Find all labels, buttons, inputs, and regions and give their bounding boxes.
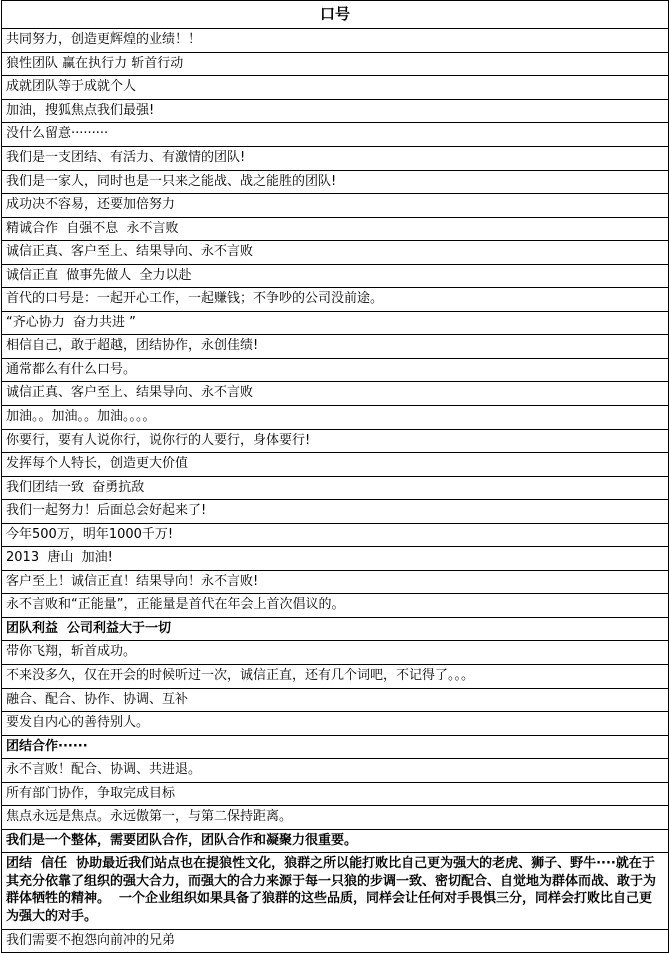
table-row bbox=[2, 29, 669, 53]
slogan-cell: 相信自己，敢于超越，团结协作，永创佳绩! bbox=[2, 335, 669, 359]
slogan-cell: 我们一起努力！后面总会好起来了! bbox=[2, 500, 669, 524]
slogan-cell: 加油，搜狐焦点我们最强! bbox=[2, 99, 669, 123]
table-row bbox=[2, 52, 669, 76]
table-row bbox=[2, 241, 669, 265]
table-row bbox=[2, 641, 669, 665]
slogan-cell: 共同努力，创造更辉煌的业绩！！ bbox=[2, 29, 669, 53]
table-row bbox=[2, 759, 669, 783]
table-head bbox=[2, 1, 669, 29]
table-row bbox=[2, 194, 669, 218]
table-row bbox=[2, 358, 669, 382]
slogan-cell: 团队利益 公司利益大于一切 bbox=[2, 617, 669, 641]
table-row bbox=[2, 570, 669, 594]
slogan-cell: 今年500万，明年1000千万! bbox=[2, 523, 669, 547]
slogan-cell: 所有部门协作，争取完成目标 bbox=[2, 782, 669, 806]
table-row bbox=[2, 712, 669, 736]
slogan-cell: 发挥每个人特长，创造更大价值 bbox=[2, 453, 669, 477]
slogan-cell: 我们需要不抱怨向前冲的兄弟 bbox=[2, 929, 669, 953]
table-row bbox=[2, 311, 669, 335]
slogan-cell: 没什么留意········· bbox=[2, 123, 669, 147]
slogan-cell: 诚信正真、客户至上、结果导向、永不言败 bbox=[2, 382, 669, 406]
table-row bbox=[2, 665, 669, 689]
table-row bbox=[2, 335, 669, 359]
slogan-cell: 首代的口号是：一起开心工作，一起赚钱；不争吵的公司没前途。 bbox=[2, 288, 669, 312]
table-row bbox=[2, 829, 669, 853]
table-row bbox=[2, 594, 669, 618]
slogan-cell: 团结 信任 协助最近我们站点也在提狼性文化，狼群之所以能打败比自己更为强大的老虎、狮子、野牛····就在于其充分依靠了组织的强大合力，而强大的合力来源于每一只狼的步调一致、密切配合、自觉地为群体而战、敢于为群体牺牲的精神。 一个企业组织如果具备了狼群的这些品质，同样会让任何对手畏惧三分，同样会打败比自己更为强大的对手。 bbox=[2, 853, 669, 929]
slogan-cell: 我们是一支团结、有活力、有激情的团队! bbox=[2, 146, 669, 170]
slogan-cell: 通常都么有什么口号。 bbox=[2, 358, 669, 382]
table-row bbox=[2, 735, 669, 759]
table-row bbox=[2, 406, 669, 430]
slogan-cell: 加油。。加油。。加油。。。。 bbox=[2, 406, 669, 430]
table-row bbox=[2, 547, 669, 571]
table-row bbox=[2, 146, 669, 170]
slogan-cell: 融合、配合、协作、协调、互补 bbox=[2, 688, 669, 712]
table-row bbox=[2, 99, 669, 123]
table-row bbox=[2, 617, 669, 641]
slogan-cell: 狼性团队 赢在执行力 斩首行动 bbox=[2, 52, 669, 76]
slogan-cell: 我们团结一致 奋勇抗敌 bbox=[2, 476, 669, 500]
table-row bbox=[2, 288, 669, 312]
slogan-cell: 客户至上！诚信正直！结果导向！永不言败! bbox=[2, 570, 669, 594]
slogan-cell: 带你飞翔，斩首成功。 bbox=[2, 641, 669, 665]
table-row bbox=[2, 453, 669, 477]
slogan-cell: 成就团队等于成就个人 bbox=[2, 76, 669, 100]
slogan-cell: 不来没多久，仅在开会的时候听过一次，诚信正直，还有几个词吧，不记得了。。。 bbox=[2, 665, 669, 689]
slogan-cell: 要发自内心的善待别人。 bbox=[2, 712, 669, 736]
table-row bbox=[2, 170, 669, 194]
table-header-row bbox=[2, 1, 669, 29]
table-row bbox=[2, 123, 669, 147]
slogan-cell: 永不言败和“正能量”，正能量是首代在年会上首次倡议的。 bbox=[2, 594, 669, 618]
slogan-table bbox=[1, 0, 669, 953]
slogan-cell: 成功决不容易，还要加倍努力 bbox=[2, 194, 669, 218]
table-row bbox=[2, 217, 669, 241]
table-row bbox=[2, 476, 669, 500]
table-row bbox=[2, 500, 669, 524]
table-row bbox=[2, 264, 669, 288]
table-row bbox=[2, 782, 669, 806]
slogan-cell: 永不言败！配合、协调、共进退。 bbox=[2, 759, 669, 783]
slogan-cell: 团结合作······ bbox=[2, 735, 669, 759]
slogan-cell: “齐心协力 奋力共进 ” bbox=[2, 311, 669, 335]
slogan-cell: 精诚合作 自强不息 永不言败 bbox=[2, 217, 669, 241]
table-row bbox=[2, 688, 669, 712]
table-row bbox=[2, 429, 669, 453]
slogan-cell: 我们是一家人，同时也是一只来之能战、战之能胜的团队! bbox=[2, 170, 669, 194]
table-body bbox=[2, 29, 669, 953]
table-row bbox=[2, 76, 669, 100]
slogan-cell: 诚信正直 做事先做人 全力以赴 bbox=[2, 264, 669, 288]
slogan-cell: 焦点永远是焦点。永远傲第一，与第二保持距离。 bbox=[2, 806, 669, 830]
slogan-cell: 我们是一个整体，需要团队合作，团队合作和凝聚力很重要。 bbox=[2, 829, 669, 853]
table-header-title: 口号 bbox=[2, 1, 669, 29]
table-row bbox=[2, 929, 669, 953]
slogan-cell: 你要行，要有人说你行，说你行的人要行，身体要行! bbox=[2, 429, 669, 453]
table-row bbox=[2, 523, 669, 547]
table-row bbox=[2, 806, 669, 830]
table-row bbox=[2, 853, 669, 929]
table-row bbox=[2, 382, 669, 406]
slogan-cell: 2013 唐山 加油! bbox=[2, 547, 669, 571]
slogan-cell: 诚信正真、客户至上、结果导向、永不言败 bbox=[2, 241, 669, 265]
